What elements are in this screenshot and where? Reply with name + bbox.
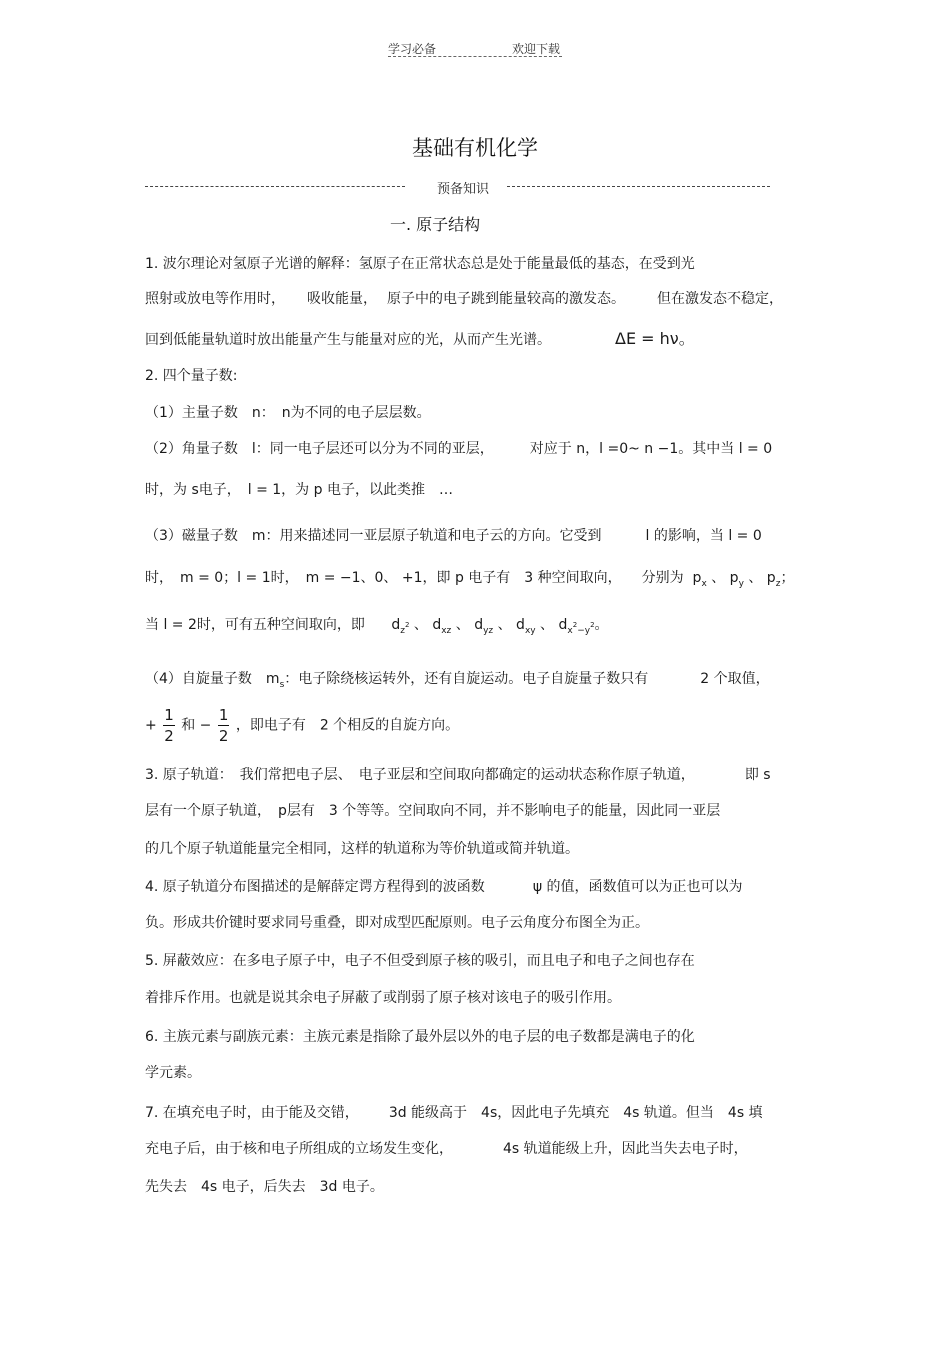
quantum-l-a: （2）角量子数 l：同一电子层还可以分为不同的亚层， — [145, 441, 494, 457]
spin-directions-text: ，即电子有 2 个相反的自旋方向。 — [235, 717, 460, 734]
p2-heading: 2. 四个量子数: — [145, 368, 238, 384]
quantum-ms-line1: （4）自旋量子数 $m_s$：电子除绕核运转外，还有自旋运动。电子自旋量子数只有 2 个取值， — [145, 671, 770, 690]
quantum-n: （1）主量子数 n： n为不同的电子层层数。 — [145, 405, 431, 421]
p3-line2: 层有一个原子轨道， p层有 3 个等等。空间取向不同，并不影响电子的能量，因此同一亚层 — [145, 803, 721, 819]
quantum-ms-c: 2 个取值， — [700, 671, 770, 687]
p7-line2-a: 充电子后，由于核和电子所组成的立场发生变化， — [145, 1141, 453, 1157]
p5-line1: 5. 屏蔽效应：在多电子原子中，电子不但受到原子核的吸引，而且电子和电子之间也存在 — [145, 953, 695, 969]
p7-line3: 先失去 4s 电子，后失去 3d 电子。 — [145, 1179, 384, 1195]
quantum-m-c2: 分别为 — [641, 570, 684, 586]
header-left-text: 学习必备 — [388, 42, 437, 56]
p4-line2: 负。形成共价键时要求同号重叠，即对成型匹配原则。电子云角度分布图全为正。 — [145, 915, 649, 931]
quantum-m-line3: 当 l = 2时，可有五种空间取向，即 $d_{z^2}$ 、 $d_{xz}$ 、 $d_{yz}$ 、 $d_{xy}$ 、 $d_{x^2-y^2}$。 — [145, 617, 609, 636]
document-title: 基础有机化学 — [412, 136, 538, 160]
p1-line3-a: 回到低能量轨道时放出能量产生与能量对应的光，从而产生光谱。 — [145, 332, 551, 348]
page-header — [388, 40, 562, 57]
subtitle: 预备知识 — [437, 182, 490, 197]
p7-line1-a: 7. 在填充电子时，由于能及交错， — [145, 1105, 359, 1121]
p6-line2: 学元素。 — [145, 1065, 201, 1081]
divider-right — [507, 186, 770, 187]
p7-line2-b: 4s 轨道能级上升，因此当失去电子时， — [503, 1141, 748, 1157]
p3-line1-a: 3. 原子轨道： 我们常把电子层、 电子亚层和空间取向都确定的运动状态称作原子轨道， — [145, 767, 695, 783]
p7-line1-b: 3d 能级高于 4s，因此电子先填充 4s 轨道。但当 4s 填 — [388, 1105, 763, 1121]
p3-line3: 的几个原子轨道能量完全相同，这样的轨道称为等价轨道或简并轨道。 — [145, 841, 579, 857]
p4-line1-b: ψ 的值，函数值可以为正也可以为 — [532, 879, 743, 895]
plus-sign: + — [145, 717, 157, 734]
p1-line2 — [145, 288, 783, 308]
p1-line3 — [145, 326, 695, 349]
p4-line1-a: 4. 原子轨道分布图描述的是解薛定谔方程得到的波函数 — [145, 879, 485, 895]
subtitle-row — [145, 178, 770, 196]
quantum-ms-a: （4）自旋量子数 — [145, 671, 252, 687]
header-right-text: 欢迎下载 — [511, 42, 560, 56]
quantum-ms-b: ：电子除绕核运转外，还有自旋运动。电子自旋量子数只有 — [284, 671, 649, 687]
p1-line2-d: 但在激发态不稳定， — [657, 291, 783, 307]
energy-equation: ΔE = hν。 — [615, 329, 695, 348]
p1-line1: 1. 波尔理论对氢原子光谱的解释：氢原子在正常状态总是处于能量最低的基态，在受到光 — [145, 256, 695, 272]
p6-line1: 6. 主族元素与副族元素：主族元素是指除了最外层以外的电子层的电子数都是满电子的化 — [145, 1029, 695, 1045]
quantum-m-c1: 时， m = 0；l = 1时， m = −1、0、 +1，即 p 电子有 3 种空间取向， — [145, 570, 622, 586]
quantum-l-b: 对应于 n，l =0~ n −1。其中当 l = 0 — [529, 441, 773, 457]
and-minus: 和 − — [181, 717, 212, 734]
section-title: 一. 原子结构 — [390, 215, 481, 234]
quantum-m-d1: 当 l = 2时，可有五种空间取向，即 — [145, 617, 365, 633]
p7-line2 — [145, 1138, 748, 1158]
p1-line2-a: 照射或放电等作用时， — [145, 291, 285, 307]
quantum-m-line1 — [145, 525, 762, 545]
p4-line1 — [145, 876, 743, 896]
quantum-m-b: l 的影响，当 l = 0 — [645, 528, 762, 544]
p1-line2-b: 吸收能量， — [307, 291, 377, 307]
p3-line1 — [145, 764, 771, 784]
fraction-half-positive: $\frac{1}{2}$ — [164, 706, 174, 745]
p3-line1-b: 即 s — [744, 767, 771, 783]
divider-left — [145, 186, 405, 187]
quantum-l-line1 — [145, 438, 772, 458]
p7-line1 — [145, 1102, 763, 1122]
p5-line2: 着排斥作用。也就是说其余电子屏蔽了或削弱了原子核对该电子的吸引作用。 — [145, 990, 621, 1006]
quantum-m-line2: 时， m = 0；l = 1时， m = −1、0、 +1，即 p 电子有 3 种空间取向， 分别为 $p_x$ 、 $p_y$ 、 $p_z$； — [145, 570, 795, 589]
quantum-l-line2: 时，为 s电子， l = 1，为 p 电子，以此类推 … — [145, 482, 453, 498]
fraction-half-negative: $\frac{1}{2}$ — [218, 706, 229, 745]
p1-line2-c: 原子中的电子跳到能量较高的激发态。 — [387, 291, 625, 307]
quantum-m-a: （3）磁量子数 m：用来描述同一亚层原子轨道和电子云的方向。它受到 — [145, 528, 602, 544]
quantum-ms-line2 — [145, 705, 459, 746]
